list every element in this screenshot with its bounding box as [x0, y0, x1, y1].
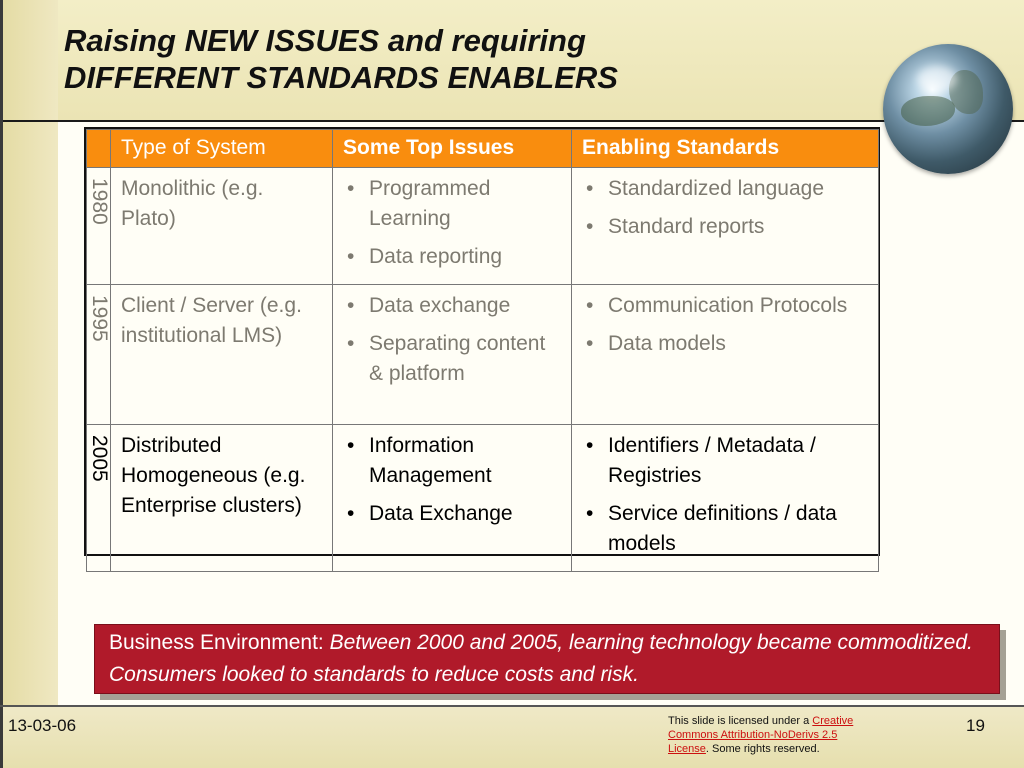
list-item: • Data Exchange	[343, 499, 561, 529]
table-row	[87, 425, 879, 572]
title-line-1: Raising NEW ISSUES and requiring	[64, 23, 586, 58]
license-notice	[668, 714, 868, 756]
left-divider	[0, 0, 3, 768]
license-suffix: . Some rights reserved.	[705, 743, 820, 755]
slide-title	[64, 22, 764, 96]
list-item: • Information Management	[343, 431, 561, 491]
system-cell: Distributed Homogeneous (e.g. Enterprise clusters)	[111, 425, 333, 572]
list-item: • Communication Protocols	[582, 291, 868, 321]
issues-cell	[333, 168, 572, 285]
title-line-2: DIFFERENT STANDARDS ENABLERS	[64, 60, 618, 95]
page-number: 19	[966, 716, 985, 735]
list-item: • Standard reports	[582, 212, 868, 242]
business-label: Business Environment:	[109, 631, 330, 654]
license-link[interactable]: Creative Commons Attribution-NoDerivs 2.5 License	[668, 715, 854, 755]
standards-cell	[572, 425, 879, 572]
footer-band	[0, 706, 1024, 768]
standards-table	[84, 127, 880, 556]
system-cell: Client / Server (e.g. institutional LMS)	[111, 285, 333, 425]
year-cell	[87, 285, 111, 425]
list-item: • Data exchange	[343, 291, 561, 321]
year-label: 1980	[87, 178, 111, 225]
slide-date: 13-03-06	[8, 716, 77, 735]
header-top-issues: Some Top Issues	[333, 130, 572, 168]
issues-cell	[333, 425, 572, 572]
list-item: • Standardized language	[582, 174, 868, 204]
standards-cell	[572, 285, 879, 425]
issues-cell	[333, 285, 572, 425]
list-item: • Service definitions / data models	[582, 499, 868, 559]
header-type-of-system: Type of System	[111, 130, 333, 168]
business-text: Between 2000 and 2005, learning technology became commoditized. Consumers looked to standards to reduce costs and risk.	[109, 631, 973, 686]
header-enabling-standards: Enabling Standards	[572, 130, 879, 168]
list-item: • Data models	[582, 329, 868, 359]
list-item: • Programmed Learning	[343, 174, 561, 234]
left-band	[0, 0, 58, 768]
footer-divider	[0, 705, 1024, 707]
year-cell	[87, 168, 111, 285]
table-row	[87, 168, 879, 285]
table-header-row	[87, 130, 879, 168]
table-row	[87, 285, 879, 425]
standards-cell	[572, 168, 879, 285]
header-divider	[0, 120, 1024, 122]
system-cell: Monolithic (e.g. Plato)	[111, 168, 333, 285]
header-corner	[87, 130, 111, 168]
year-label: 1995	[87, 295, 111, 342]
license-prefix: This slide is licensed under a	[668, 715, 813, 727]
business-environment-box	[94, 624, 1000, 694]
year-label: 2005	[87, 435, 111, 482]
globe-icon	[883, 44, 1013, 174]
list-item: • Data reporting	[343, 242, 561, 272]
list-item: • Separating content & platform	[343, 329, 561, 389]
list-item: • Identifiers / Metadata / Registries	[582, 431, 868, 491]
year-cell	[87, 425, 111, 572]
